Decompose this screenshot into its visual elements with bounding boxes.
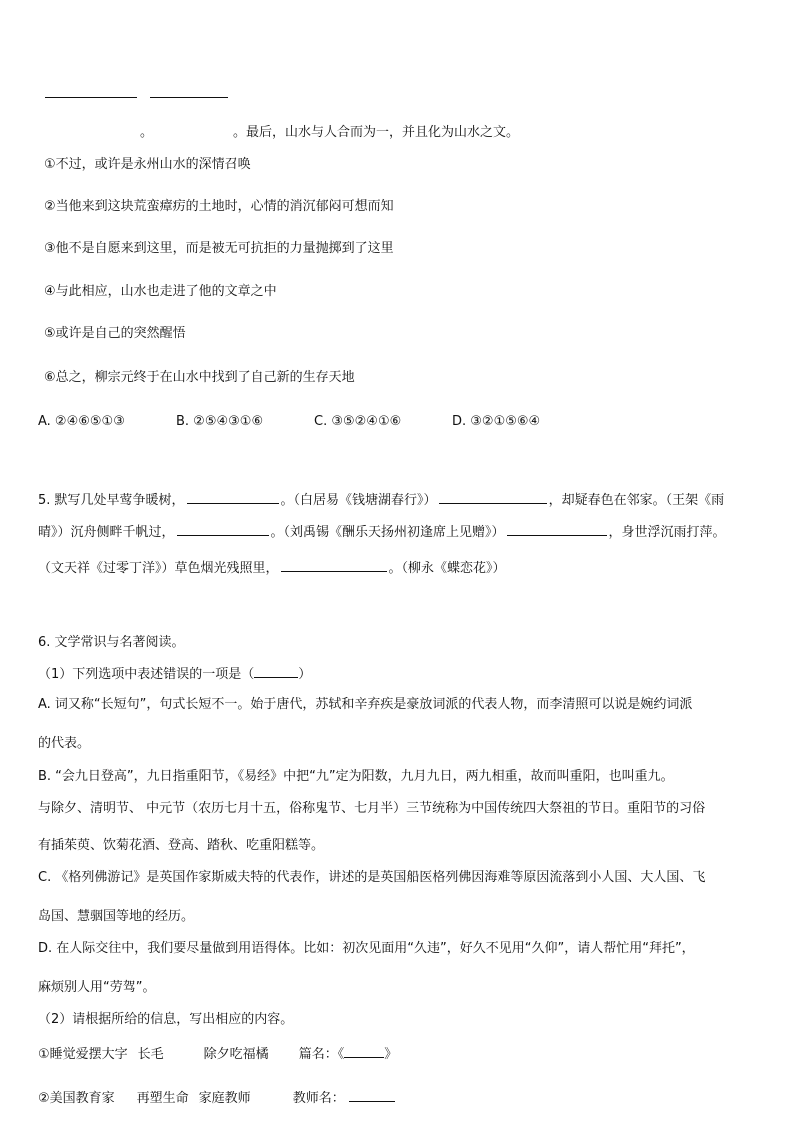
info1-c: 除夕吃福橘 [203,1047,269,1062]
sentence-end-a: 。 [140,125,154,140]
q5-text-3a: （文天祥《过零丁洋》）草色烟光残照里， [38,561,279,576]
info2-a: ②美国教育家 [38,1091,115,1106]
q5-line-1 [38,489,724,510]
q5-text-1c: ，却疑春色在邻家。（王架《雨 [548,493,725,508]
q5-blank-1[interactable] [187,489,279,504]
q6-sub2: （2）请根据所给的信息，写出相应的内容。 [38,1012,294,1027]
answer-blank-1[interactable] [45,97,137,98]
info1-a: ①睡觉爱摆大字 [38,1047,128,1062]
q6-title: 6. 文学常识与名著阅读。 [38,635,185,650]
option-d[interactable]: D. ③②①⑤⑥④ [452,414,541,429]
q5-text-1a: 5. 默写几处早莺争暖树， [38,493,185,508]
q4-item-1: ①不过，或许是永州山水的深情召唤 [44,157,251,172]
q4-options [38,413,540,431]
q6-sub1-close: ） [298,667,312,682]
info1-end: 》 [384,1047,398,1062]
q5-blank-4[interactable] [507,521,607,536]
q4-item-2: ②当他来到这块荒蛮瘴疠的土地时，心情的消沉郁闷可想而知 [44,199,394,214]
q5-line-3 [38,557,506,578]
info1-label: 篇名：《 [298,1047,345,1062]
q6-option-a-line-1: A. 词又称“长短句”，句式长短不一。始于唐代，苏轼和辛弃疾是豪放词派的代表人物，而李清照可以说是婉约词派 [38,697,693,712]
q6-option-c-line-2: 岛国、慧骃国等地的经历。 [38,909,195,924]
q5-text-1b: 。（白居易《钱塘湖春行》） [280,493,437,508]
q6-sub1 [38,664,311,684]
q6-sub1-text: （1）下列选项中表述错误的一项是（ [38,667,255,682]
q5-text-2c: ，身世浮沉雨打萍。 [608,525,726,540]
sentence-end-b: 。最后，山水与人合而为一，并且化为山水之文。 [233,125,520,140]
teacher-name-blank[interactable] [349,1087,395,1102]
q5-text-2b: 。（刘禹锡《酬乐天扬州初逢席上见赠》） [270,525,505,540]
q6-option-d-line-1: D. 在人际交往中，我们要尽量做到用语得体。比如：初次见面用“久违”，好久不见用“久仰”，请人帮忙用“拜托”， [38,941,695,956]
q6-answer-blank[interactable] [254,664,298,678]
q4-sentence-end [140,124,519,142]
q4-item-5: ⑤或许是自己的突然醒悟 [44,326,186,341]
answer-blank-2[interactable] [150,97,228,98]
title-blank[interactable] [344,1043,384,1058]
q5-blank-2[interactable] [439,489,547,504]
info2-c: 家庭教师 [198,1091,251,1106]
q4-item-3: ③他不是自愿来到这里，而是被无可抗拒的力量抛掷到了这里 [44,241,394,256]
q5-blank-5[interactable] [281,557,387,572]
q6-option-c-line-1: C. 《格列佛游记》是英国作家斯威夫特的代表作，讲述的是英国船医格列佛因海难等原因流落到小人国、大人国、飞 [38,870,706,885]
option-b[interactable]: B. ②⑤④③①⑥ [176,414,264,429]
q6-info-row-2 [38,1087,395,1108]
option-a[interactable]: A. ②④⑥⑤①③ [38,414,125,429]
info1-b: 长毛 [137,1047,164,1062]
q5-blank-3[interactable] [177,521,269,536]
q6-option-b-line-3: 有插茱萸、饮菊花酒、登高、踏秋、吃重阳糕等。 [38,838,325,853]
q6-info-row-1 [38,1043,397,1064]
q6-option-d-line-2: 麻烦别人用“劳驾”。 [38,980,156,995]
q6-option-b-line-1: B. “会九日登高”，九日指重阳节，《易经》中把“九”定为阳数，九月九日，两九相重，故而叫重阳，也叫重九。 [38,769,674,784]
option-c[interactable]: C. ③⑤②④①⑥ [314,414,402,429]
q4-item-6: ⑥总之，柳宗元终于在山水中找到了自己新的生存天地 [44,370,355,385]
info2-label: 教师名： [292,1091,345,1106]
info2-b: 再塑生命 [136,1091,189,1106]
q5-text-3b: 。（柳永《蝶恋花》） [388,561,506,576]
q6-option-a-line-2: 的代表。 [38,736,91,751]
q4-item-4: ④与此相应，山水也走进了他的文章之中 [44,284,277,299]
q5-text-2a: 晴》）沉舟侧畔千帆过， [38,525,175,540]
q6-option-b-line-2: 与除夕、清明节、 中元节（农历七月十五，俗称鬼节、七月半）三节统称为中国传统四大祭祖的节日。重阳节的习俗 [38,801,706,816]
q5-line-2 [38,521,726,542]
